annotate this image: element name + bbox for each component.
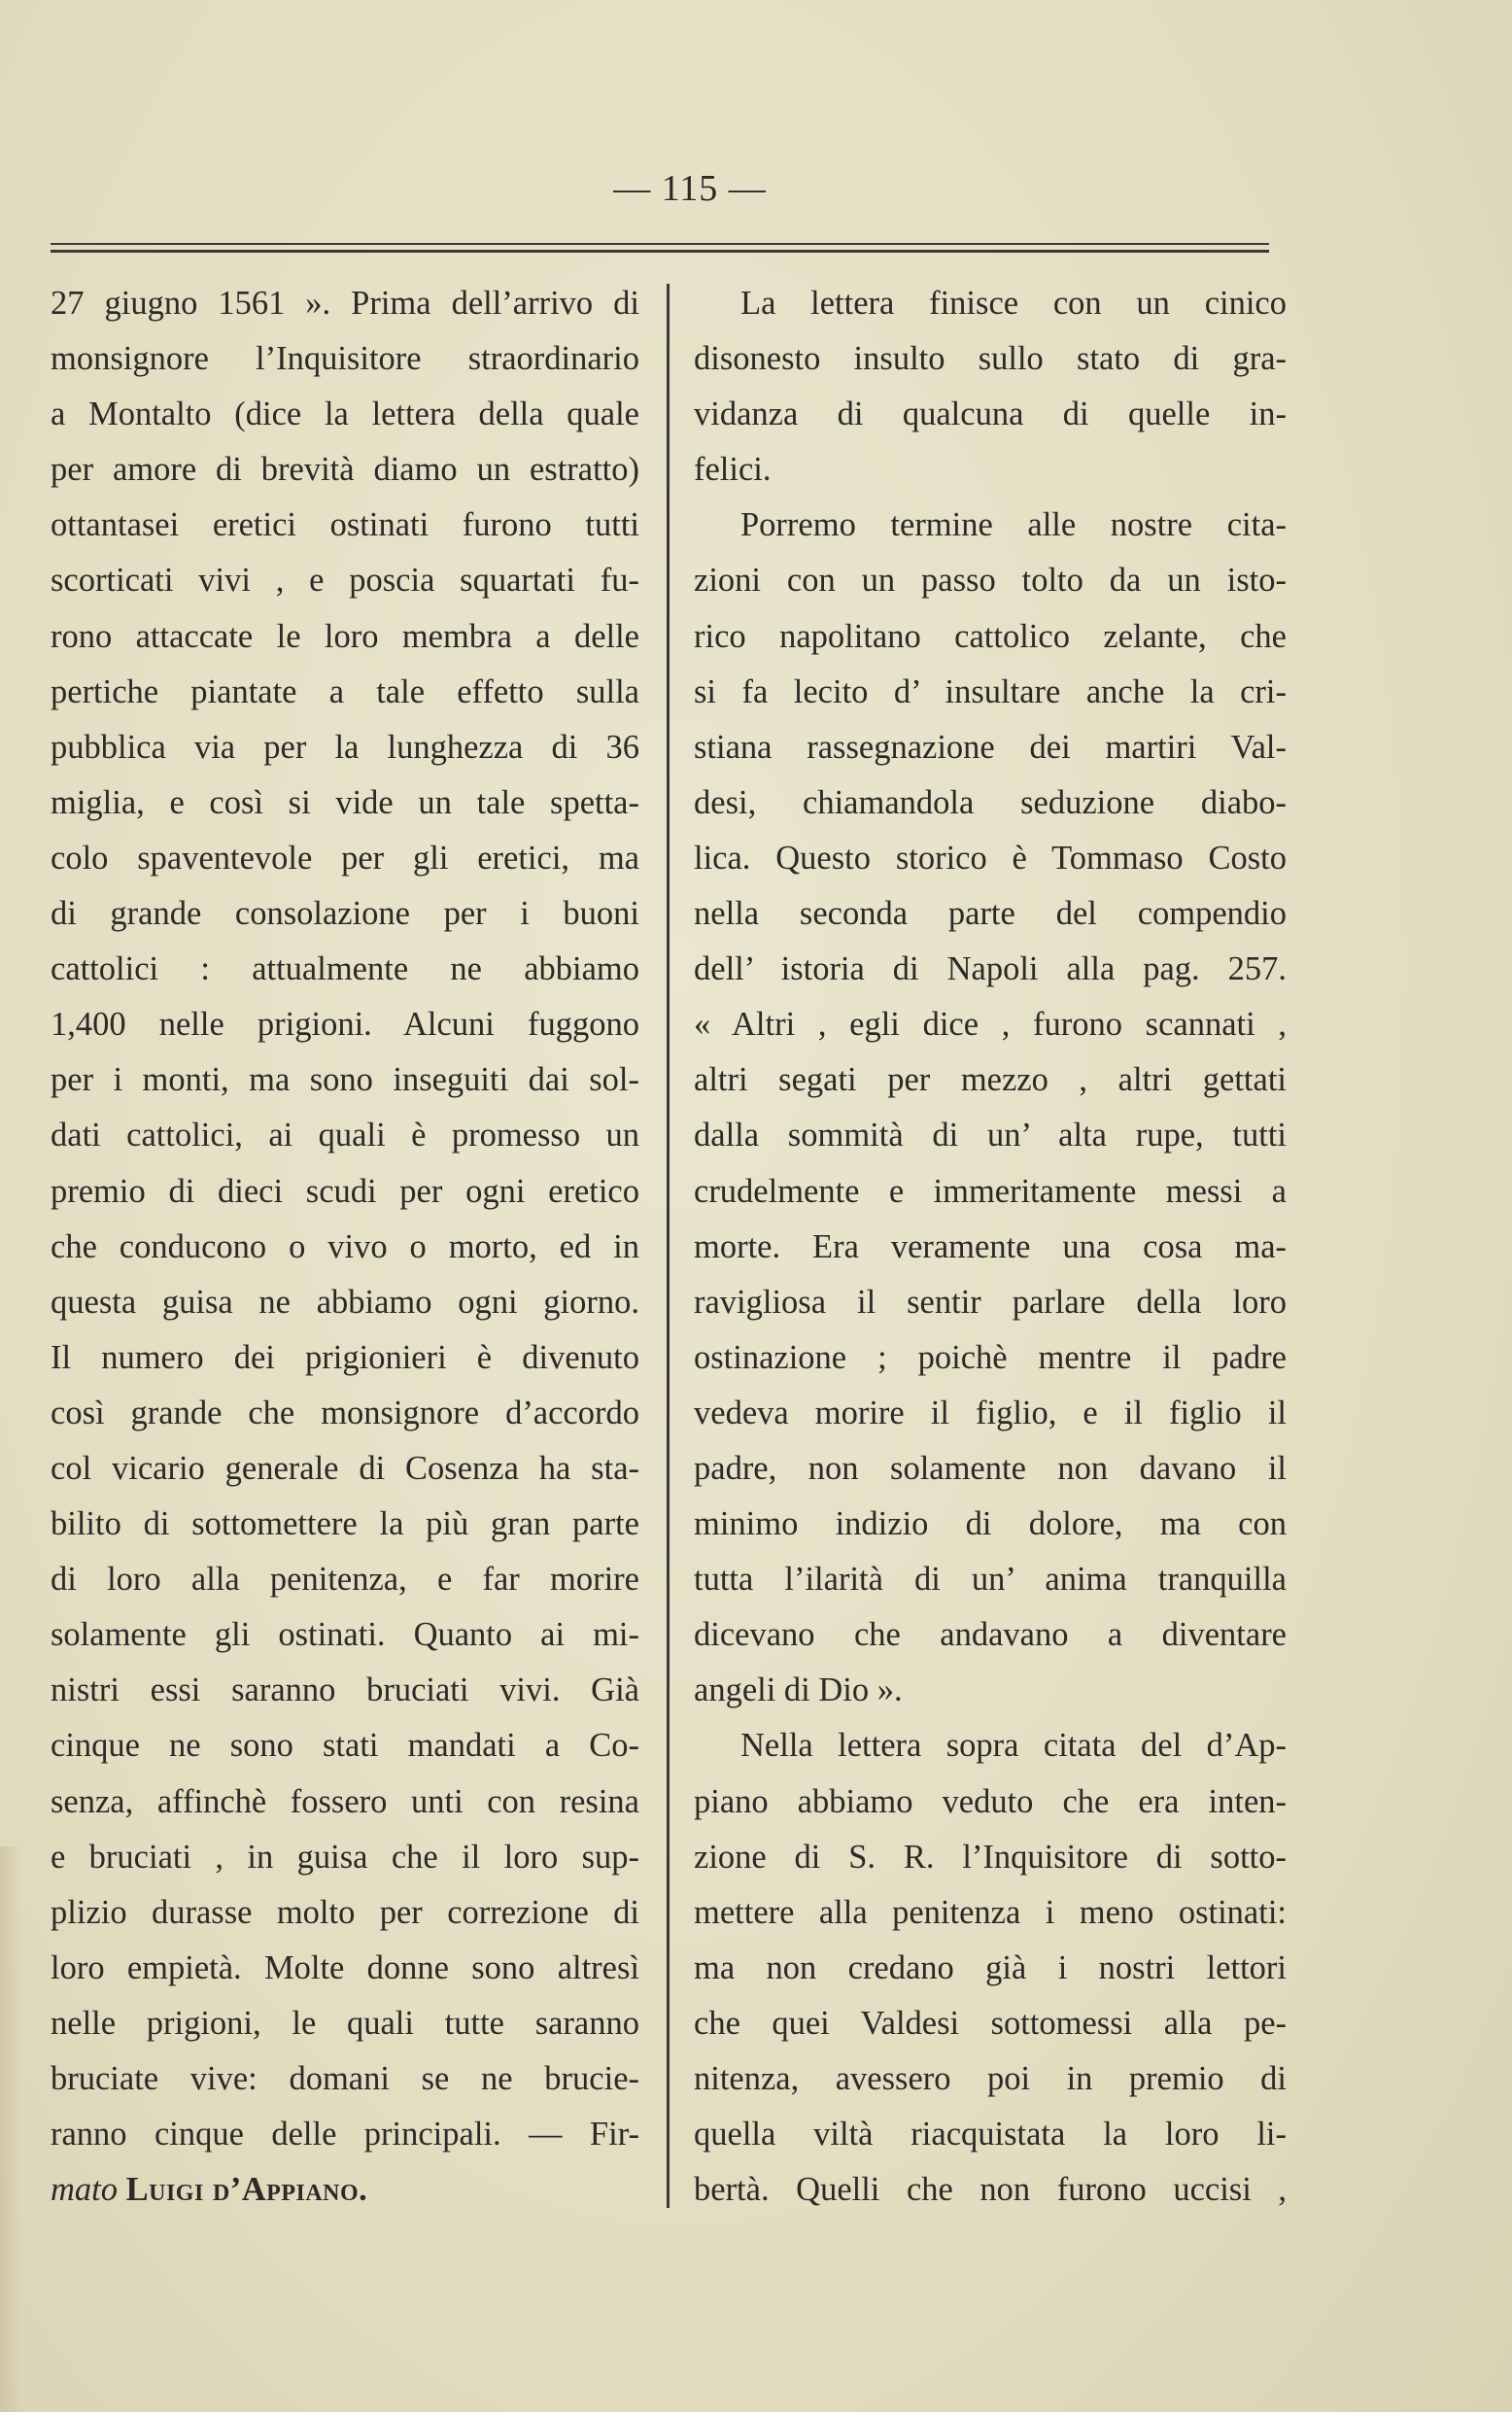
text-line: tutta l’ilarità di un’ anima tranquilla (694, 1561, 1287, 1599)
text-line: questa guisa ne abbiamo ogni giorno. (51, 1283, 639, 1321)
text-line: ravigliosa il sentir parlare della loro (694, 1283, 1287, 1321)
text-line: ostinazione ; poichè mentre il padre (694, 1338, 1287, 1376)
text-line: pertiche piantate a tale effetto sulla (51, 672, 639, 710)
text-line: col vicario generale di Cosenza ha sta- (51, 1449, 639, 1487)
text-line: scorticati vivi , e poscia squartati fu- (51, 562, 639, 600)
text-line: Porremo termine alle nostre cita- (740, 506, 1287, 544)
text-line: morte. Era veramente una cosa ma- (694, 1227, 1287, 1265)
text-line: monsignore l’Inquisitore straordinario (51, 340, 639, 378)
text-line: zioni con un passo tolto da un isto- (694, 562, 1287, 600)
left-column (51, 276, 639, 2218)
column-divider (667, 284, 670, 2208)
text-line: disonesto insulto sullo stato di gra- (694, 340, 1287, 378)
text-line: così grande che monsignore d’accordo (51, 1394, 639, 1431)
text-line: lica. Questo storico è Tommaso Costo (694, 839, 1287, 877)
text-line: zione di S. R. l’Inquisitore di sotto- (694, 1838, 1287, 1876)
text-line: solamente gli ostinati. Quanto ai mi- (51, 1616, 639, 1654)
text-line: per i monti, ma sono inseguiti dai sol- (51, 1061, 639, 1099)
signature-prefix: mato (51, 2171, 118, 2209)
text-line: quella viltà riacquistata la loro li- (694, 2116, 1287, 2154)
text-line: vedeva morire il figlio, e il figlio il (694, 1394, 1287, 1431)
text-line: ottantasei eretici ostinati furono tutti (51, 506, 639, 544)
text-line: colo spaventevole per gli eretici, ma (51, 839, 639, 877)
text-line: nella seconda parte del compendio (694, 895, 1287, 933)
text-line: ranno cinque delle principali. — Fir- (51, 2116, 639, 2154)
text-line: di grande consolazione per i buoni (51, 895, 639, 933)
text-line: altri segati per mezzo , altri gettati (694, 1061, 1287, 1099)
text-line: nistri essi saranno bruciati vivi. Già (51, 1671, 639, 1709)
text-line: per amore di brevità diamo un estratto) (51, 451, 639, 489)
text-line: miglia, e così si vide un tale spetta- (51, 783, 639, 821)
text-line: si fa lecito d’ insultare anche la cri- (694, 672, 1287, 710)
text-line: Il numero dei prigionieri è divenuto (51, 1338, 639, 1376)
text-line: che conducono o vivo o morto, ed in (51, 1227, 639, 1265)
signature-name: Luigi d’Appiano. (125, 2171, 368, 2209)
text-line: plizio durasse molto per correzione di (51, 1893, 639, 1931)
page-edge-shadow (0, 1846, 21, 2412)
text-line: vidanza di qualcuna di quelle in- (694, 396, 1287, 433)
text-line: senza, affinchè fossero unti con resina (51, 1782, 639, 1820)
text-line: dalla sommità di un’ alta rupe, tutti (694, 1117, 1287, 1154)
right-column (694, 276, 1287, 2218)
text-line: dicevano che andavano a diventare (694, 1616, 1287, 1654)
text-line: cinque ne sono stati mandati a Co- (51, 1727, 639, 1765)
text-line: La lettera finisce con un cinico (740, 285, 1287, 322)
text-line: loro empietà. Molte donne sono altresì (51, 1948, 639, 1986)
text-line: 27 giugno 1561 ». Prima dell’arrivo di (51, 285, 639, 322)
text-line: bilito di sottomettere la più gran parte (51, 1505, 639, 1543)
text-line: bruciate vive: domani se ne brucie- (51, 2060, 639, 2097)
text-line: « Altri , egli dice , furono scannati , (694, 1006, 1287, 1044)
text-line: mettere alla penitenza i meno ostinati: (694, 1893, 1287, 1931)
text-line: rono attaccate le loro membra a delle (51, 617, 639, 655)
text-line: crudelmente e immeritamente messi a (694, 1172, 1287, 1210)
page-number: — 115 — (613, 168, 767, 209)
text-line: cattolici : attualmente ne abbiamo (51, 950, 639, 988)
signature-line (51, 2162, 639, 2218)
text-line: nitenza, avessero poi in premio di (694, 2060, 1287, 2097)
text-line: angeli di Dio ». (694, 1671, 903, 1709)
text-line: nelle prigioni, le quali tutte saranno (51, 2004, 639, 2042)
text-line: minimo indizio di dolore, ma con (694, 1505, 1287, 1543)
text-line: 1,400 nelle prigioni. Alcuni fuggono (51, 1006, 639, 1044)
text-line: padre, non solamente non davano il (694, 1449, 1287, 1487)
text-line: che quei Valdesi sottomessi alla pe- (694, 2004, 1287, 2042)
text-line: pubblica via per la lunghezza di 36 (51, 728, 639, 766)
text-line: bertà. Quelli che non furono uccisi , (694, 2171, 1287, 2209)
text-line: desi, chiamandola seduzione diabo- (694, 783, 1287, 821)
header-rule (51, 243, 1269, 253)
text-line: a Montalto (dice la lettera della quale (51, 396, 639, 433)
text-line: ma non credano già i nostri lettori (694, 1948, 1287, 1986)
text-line: di loro alla penitenza, e far morire (51, 1561, 639, 1599)
text-line: felici. (694, 451, 772, 489)
text-line: rico napolitano cattolico zelante, che (694, 617, 1287, 655)
text-line: dell’ istoria di Napoli alla pag. 257. (694, 950, 1287, 988)
text-line: premio di dieci scudi per ogni eretico (51, 1172, 639, 1210)
text-line: stiana rassegnazione dei martiri Val- (694, 728, 1287, 766)
text-line: piano abbiamo veduto che era inten- (694, 1782, 1287, 1820)
text-line: e bruciati , in guisa che il loro sup- (51, 1838, 639, 1876)
text-line: dati cattolici, ai quali è promesso un (51, 1117, 639, 1154)
text-line: Nella lettera sopra citata del d’Ap- (740, 1727, 1287, 1765)
